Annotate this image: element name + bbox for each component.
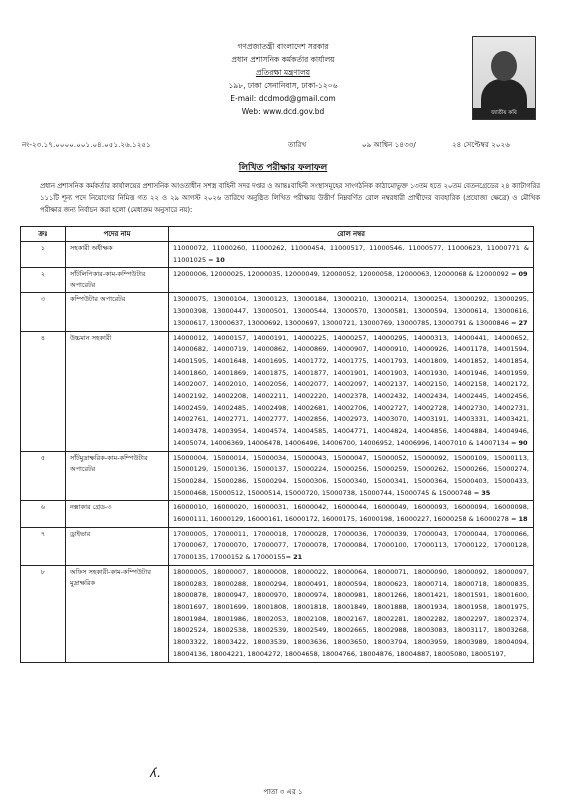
page-number: পাতা ৩ এর ১ — [263, 788, 303, 796]
roll-list: 14000012, 14000157, 14000191, 14000225, 14000257, 14000295, 14000313, 14000441, 14000652, 14000682, 14000719, 14000862, 14000869, 14000907, 14000910, 14000926, 14001178, 14001594, 14001595, 14001648, 14001695, 14001772, 14001775, 14001793, 14001809, 14001852, 14001854, 14001860, 14001869, 14001875, 14001877, 14001901, 14001903, 14001930, 14001946, 14001959, 14002007, 14002010, 14002056, 14002077, 14002097, 14002137, 14002150, 14002158, 14002172, 14002192, 14002208, 14002211, 14002220, 14002378, 14002432, 14002434, 14002445, 14002456, 14002459, 14002485, 14002498, 14002681, 14002706, 14002727, 14002728, 14002730, 14002731, 14002761, 14002771, 14002777, 14002856, 14002973, 14003070, 14003191, 14003331, 14003421, 14003478, 14003954, 14004574, 14004585, 14004771, 14004824, 14004856, 14004884, 14004946, 14005074, 14006369, 14006478, 14006496, 14006700, 14006952, 14006996, 14007010 & 14007134 = — [173, 333, 529, 447]
table-row — [21, 501, 534, 527]
roll-list: 11000072, 11000260, 11000262, 11000454, 11000517, 11000546, 11000577, 11000623, 11000771 & 11001025 = — [173, 244, 529, 264]
intro-paragraph: প্রধান প্রশাসনিক কর্মকর্তার কার্যালয়ের প্রশাসনিক আওতাধীন সশস্ত্র বাহিনী সদর দপ্তর ও আন্তঃবাহিনী সংস্থাসমূহের সাংগঠনিক কাঠামোভুক্ত ১৩তম হতে ২০তম বেতনগ্রেডের ২৪ ক্যাটাগরির ১১১টি শূন্য পদে নিয়োগের নিমিত্ত গত ২২ ও ২৯ আগস্ট ২০২৬ তারিখে অনুষ্ঠিত লিখিত পরীক্ষায় উত্তীর্ণ নিম্নবর্ণিত রোল নম্বরধারী প্রার্থীদের ব্যবহারিক (প্রযোজ্য ক্ষেত্রে) ও মৌখিক পরীক্ষার জন্য নির্বাচন করা হলো (মেধাক্রম অনুসারে নয়): — [40, 182, 540, 214]
row-rolls — [169, 501, 534, 527]
date-english: ২৪ সেপ্টেম্বর ২০২৬ — [452, 140, 510, 149]
page-title: লিখিত পরীক্ষার ফলাফল — [238, 163, 328, 173]
row-serial: ৮ — [21, 565, 66, 662]
row-post: সাঁটমুদ্রাক্ষরিক-কাম-কম্পিউটার অপারেটর — [66, 451, 169, 501]
row-rolls — [169, 565, 534, 662]
roll-list: 13000075, 13000104, 13000123, 13000184, 13000210, 13000214, 13000254, 13000292, 13000295, 13000398, 13000447, 13000501, 13000544, 13000570, 13000581, 13000594, 13000614, 13000616, 13000617, 13000637, 13000692, 13000697, 13000721, 13000769, 13000785, 13000791 & 13000846 = — [173, 295, 529, 327]
roll-list: 15000004, 15000014, 15000034, 15000043, 15000047, 15000052, 15000092, 15000109, 15000113, 15000129, 15000136, 15000137, 15000224, 15000256, 15000259, 15000262, 15000266, 15000274, 15000284, 15000286, 15000294, 15000306, 15000340, 15000341, 15000364, 15000403, 15000433, 15000468, 15000512, 15000514, 15000720, 15000738, 15000744, 15000745 & 15000748 = — [173, 453, 529, 497]
roll-count: 90 — [518, 438, 528, 447]
row-post: সাঁটলিপিকার-কাম-কম্পিউটার অপারেটর — [66, 268, 169, 293]
row-serial: ৪ — [21, 331, 66, 451]
header-post: পদের নাম — [66, 227, 169, 242]
table-row — [21, 242, 534, 268]
header-email: E-mail: dcdmod@gmail.com — [230, 94, 336, 103]
table-row — [21, 565, 534, 662]
roll-list: 17000005, 17000011, 17000018, 17000028, 17000036, 17000039, 17000043, 17000044, 17000066, 17000067, 17000070, 17000077, 17000078, 17000084, 17000100, 17000113, 17000122, 17000128, 17000135, 17000152 & 17000155= — [173, 529, 529, 562]
row-post: অফিস সহকারী-কাম-কম্পিউটার মুদ্রাক্ষরিক — [66, 565, 169, 662]
row-rolls — [169, 451, 534, 501]
row-rolls — [169, 331, 534, 451]
row-post: উচ্চমান সহকারী — [66, 331, 169, 451]
row-post: ড্রাইভার — [66, 527, 169, 565]
portrait-image — [472, 36, 536, 120]
table-row — [21, 268, 534, 293]
row-serial: ২ — [21, 268, 66, 293]
roll-count: 21 — [293, 553, 303, 562]
row-rolls — [169, 242, 534, 268]
table-row — [21, 331, 534, 451]
header-web: Web: www.dcd.gov.bd — [241, 107, 325, 116]
date-label: তারিখ — [288, 140, 307, 149]
header-serial: ক্রঃ — [21, 227, 66, 242]
roll-count: 09 — [518, 270, 528, 279]
reference-number: নং-২৩.১৭.০০০০.০০১.০৪.০৫১.২৬.১২৫১ — [22, 140, 151, 149]
roll-count: 27 — [518, 318, 528, 327]
row-serial: ৩ — [21, 293, 66, 331]
row-rolls — [169, 293, 534, 331]
table-row — [21, 527, 534, 565]
row-post: কম্পিউটার অপারেটর — [66, 293, 169, 331]
table-header-row — [21, 227, 534, 242]
row-rolls — [169, 268, 534, 293]
row-post: নক্সাকার গ্রেড-৩ — [66, 501, 169, 527]
row-rolls — [169, 527, 534, 565]
roll-list: 16000010, 16000020, 16000031, 16000042, 16000044, 16000049, 16000093, 16000094, 16000098, 16000111, 16000129, 16000161, 16000172, 16000175, 16000198, 16000227, 16000258 & 16000278 = — [173, 503, 529, 524]
roll-count: 18 — [518, 515, 528, 524]
roll-count: 10 — [215, 255, 225, 264]
date-bangla: ০৯ আশ্বিন ১৪৩৩/ — [362, 140, 416, 149]
signature-mark: ʎ. — [150, 766, 161, 780]
row-serial: ১ — [21, 242, 66, 268]
roll-list: 12000006, 12000025, 12000035, 12000049, 12000052, 12000058, 12000063, 12000068 & 12000092 = — [173, 270, 519, 279]
roll-count: 35 — [481, 488, 491, 497]
portrait-caption: জাতীয় কবি — [473, 108, 535, 119]
row-serial: ৭ — [21, 527, 66, 565]
row-post: সহকারী অধীক্ষক — [66, 242, 169, 268]
results-table — [20, 226, 534, 663]
header-govt: গণপ্রজাতন্ত্রী বাংলাদেশ সরকার — [237, 42, 329, 51]
header-office: প্রধান প্রশাসনিক কর্মকর্তার কার্যালয় — [231, 55, 335, 64]
row-serial: ৬ — [21, 501, 66, 527]
table-row — [21, 451, 534, 501]
row-serial: ৫ — [21, 451, 66, 501]
roll-list: 18000005, 18000007, 18000008, 18000022, 18000064, 18000071, 18000090, 18000092, 18000097, 18000283, 18000288, 18000294, 18000491, 18000594, 18000623, 18000714, 18000718, 18000835, 18000878, 18000947, 18000970, 18000974, 18000981, 18001266, 18001421, 18001591, 18001600, 18001697, 18001699, 18001808, 18001818, 18001849, 18001888, 18001934, 18001958, 18001975, 18001984, 18001986, 18002053, 18002108, 18002167, 18002281, 18002282, 18002297, 18002374, 18002524, 18002538, 18002539, 18002549, 18002665, 18002988, 18003083, 18003117, 18003268, 18003322, 18003422, 18003539, 18003636, 18003650, 18003794, 18003959, 18003989, 18004094, 18004136, 18004221, 18004272, 18004658, 18004766, 18004876, 18004887, 18005080, 18005197, — [173, 567, 529, 658]
header-ministry: প্রতিরক্ষা মন্ত্রণালয় — [255, 68, 311, 77]
header-address: ১৯৮, ঢাকা সেনানিবাস, ঢাকা-১২০৬ — [228, 81, 338, 90]
header-rolls: রোল নম্বর — [169, 227, 534, 242]
table-row — [21, 293, 534, 331]
